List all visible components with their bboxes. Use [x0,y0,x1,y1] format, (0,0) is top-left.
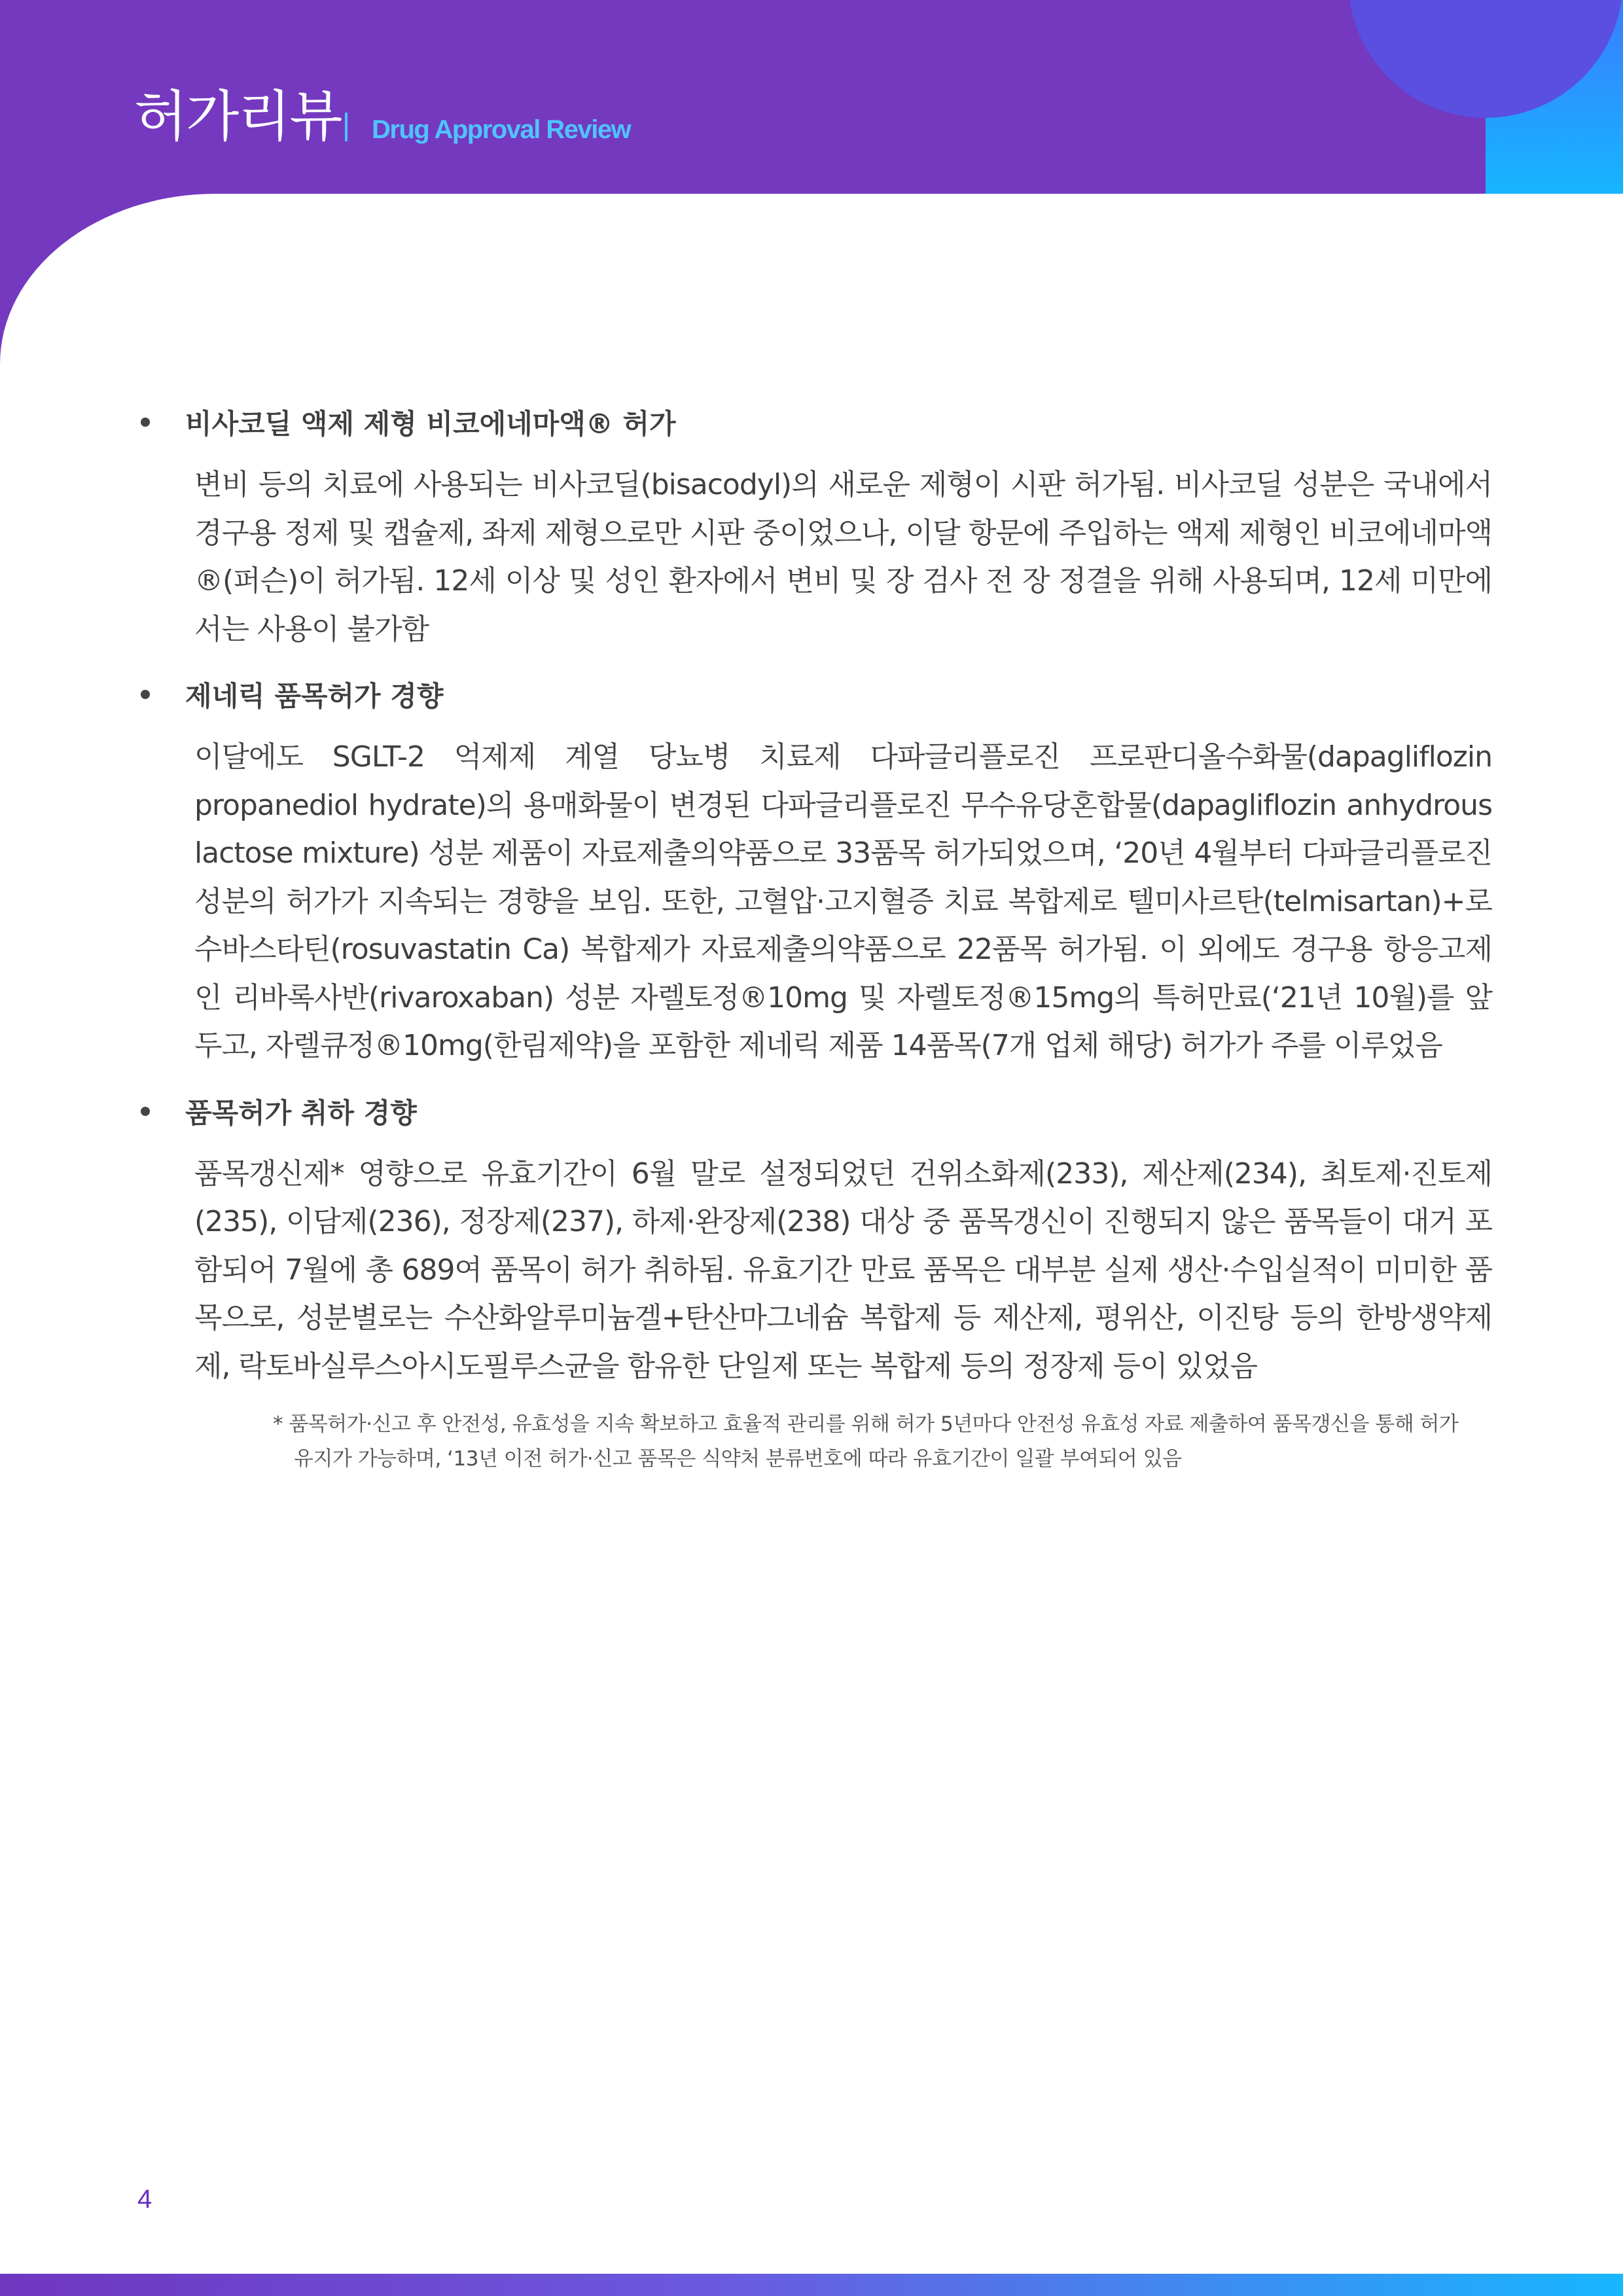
page-title: 허가리뷰 [134,84,342,149]
section-3 [134,1087,1492,1139]
main-content [134,398,1492,1477]
footer-gradient-bar [0,2274,1623,2296]
section-heading: 품목허가 취하 경향 [185,1096,417,1129]
section-2 [134,670,1492,723]
bullet-icon [141,418,150,427]
section-body: 변비 등의 치료에 사용되는 비사코딜(bisacodyl)의 새로운 제형이 시판 허가됨. 비사코딜 성분은 국내에서 경구용 정제 및 캡슐제, 좌제 제형으로만 시판 중이었으나, 이달 항문에 주입하는 액제 제형인 비코에네마액®(퍼슨)이 허가됨. 12세 이상 및 성인 환자에서 변비 및 장 검사 전 장 정결을 위해 사용되며, 12세 미만에서는 사용이 불가함 [194,468,1492,646]
bullet-icon [141,690,150,699]
section-heading: 제네릭 품목허가 경향 [185,680,444,712]
section-body: 이달에도 SGLT-2 억제제 계열 당뇨병 치료제 다파글리플로진 프로판디올수화물(dapagliflozin propanediol hydrate)의 용매화물이 변경된 다파글리플로진 무수유당혼합물(dapagliflozin anhydrous lactose mixture) 성분 제품이 자료제출의약품으로 33품목 허가되었으며, ‘20년 4월부터 다파글리플로진 성분의 허가가 지속되는 경향을 보임. 또한, 고혈압·고지혈증 치료 복합제로 텔미사르탄(telmisartan)+로수바스타틴(rosuvastatin Ca) 복합제가 자료제출의약품으로 22품목 허가됨. 이 외에도 경구용 항응고제인 리바록사반(rivaroxaban) 성분 자렐토정®10mg 및 자렐토정®15mg의 특허만료(‘21년 10월)를 앞두고, 자렐큐정®10mg(한림제약)을 포함한 제네릭 제품 14품목(7개 업체 해당) 허가가 주를 이루었음 [194,740,1493,1062]
footnote: * 품목허가·신고 후 안전성, 유효성을 지속 확보하고 효율적 관리를 위해 허가 5년마다 안전성 유효성 자료 제출하여 품목갱신을 통해 허가 유지가 가능하며, ‘13년 이전 허가·신고 품목은 식약처 분류번호에 따라 유효기간이 일괄 부여되어 있음 [273,1412,1459,1471]
section-heading: 비사코딜 액제 제형 비코에네마액® 허가 [185,408,676,440]
title-divider [345,113,348,141]
bullet-icon [141,1107,150,1116]
section-body: 품목갱신제* 영향으로 유효기간이 6월 말로 설정되었던 건위소화제(233), 제산제(234), 최토제·진토제(235), 이담제(236), 정장제(237), 하제·완장제(238) 대상 중 품목갱신이 진행되지 않은 품목들이 대거 포함되어 7월에 총 689여 품목이 허가 취하됨. 유효기간 만료 품목은 대부분 실제 생산·수입실적이 미미한 품목으로, 성분별로는 수산화알루미늄겔+탄산마그네슘 복합제 등 제산제, 평위산, 이진탕 등의 한방생약제제, 락토바실루스아시도필루스균을 함유한 단일제 또는 복합제 등의 정장제 등이 있었음 [194,1157,1492,1383]
page-number: 4 [137,2185,152,2214]
page-subtitle: Drug Approval Review [372,115,631,144]
section-1 [134,398,1492,450]
